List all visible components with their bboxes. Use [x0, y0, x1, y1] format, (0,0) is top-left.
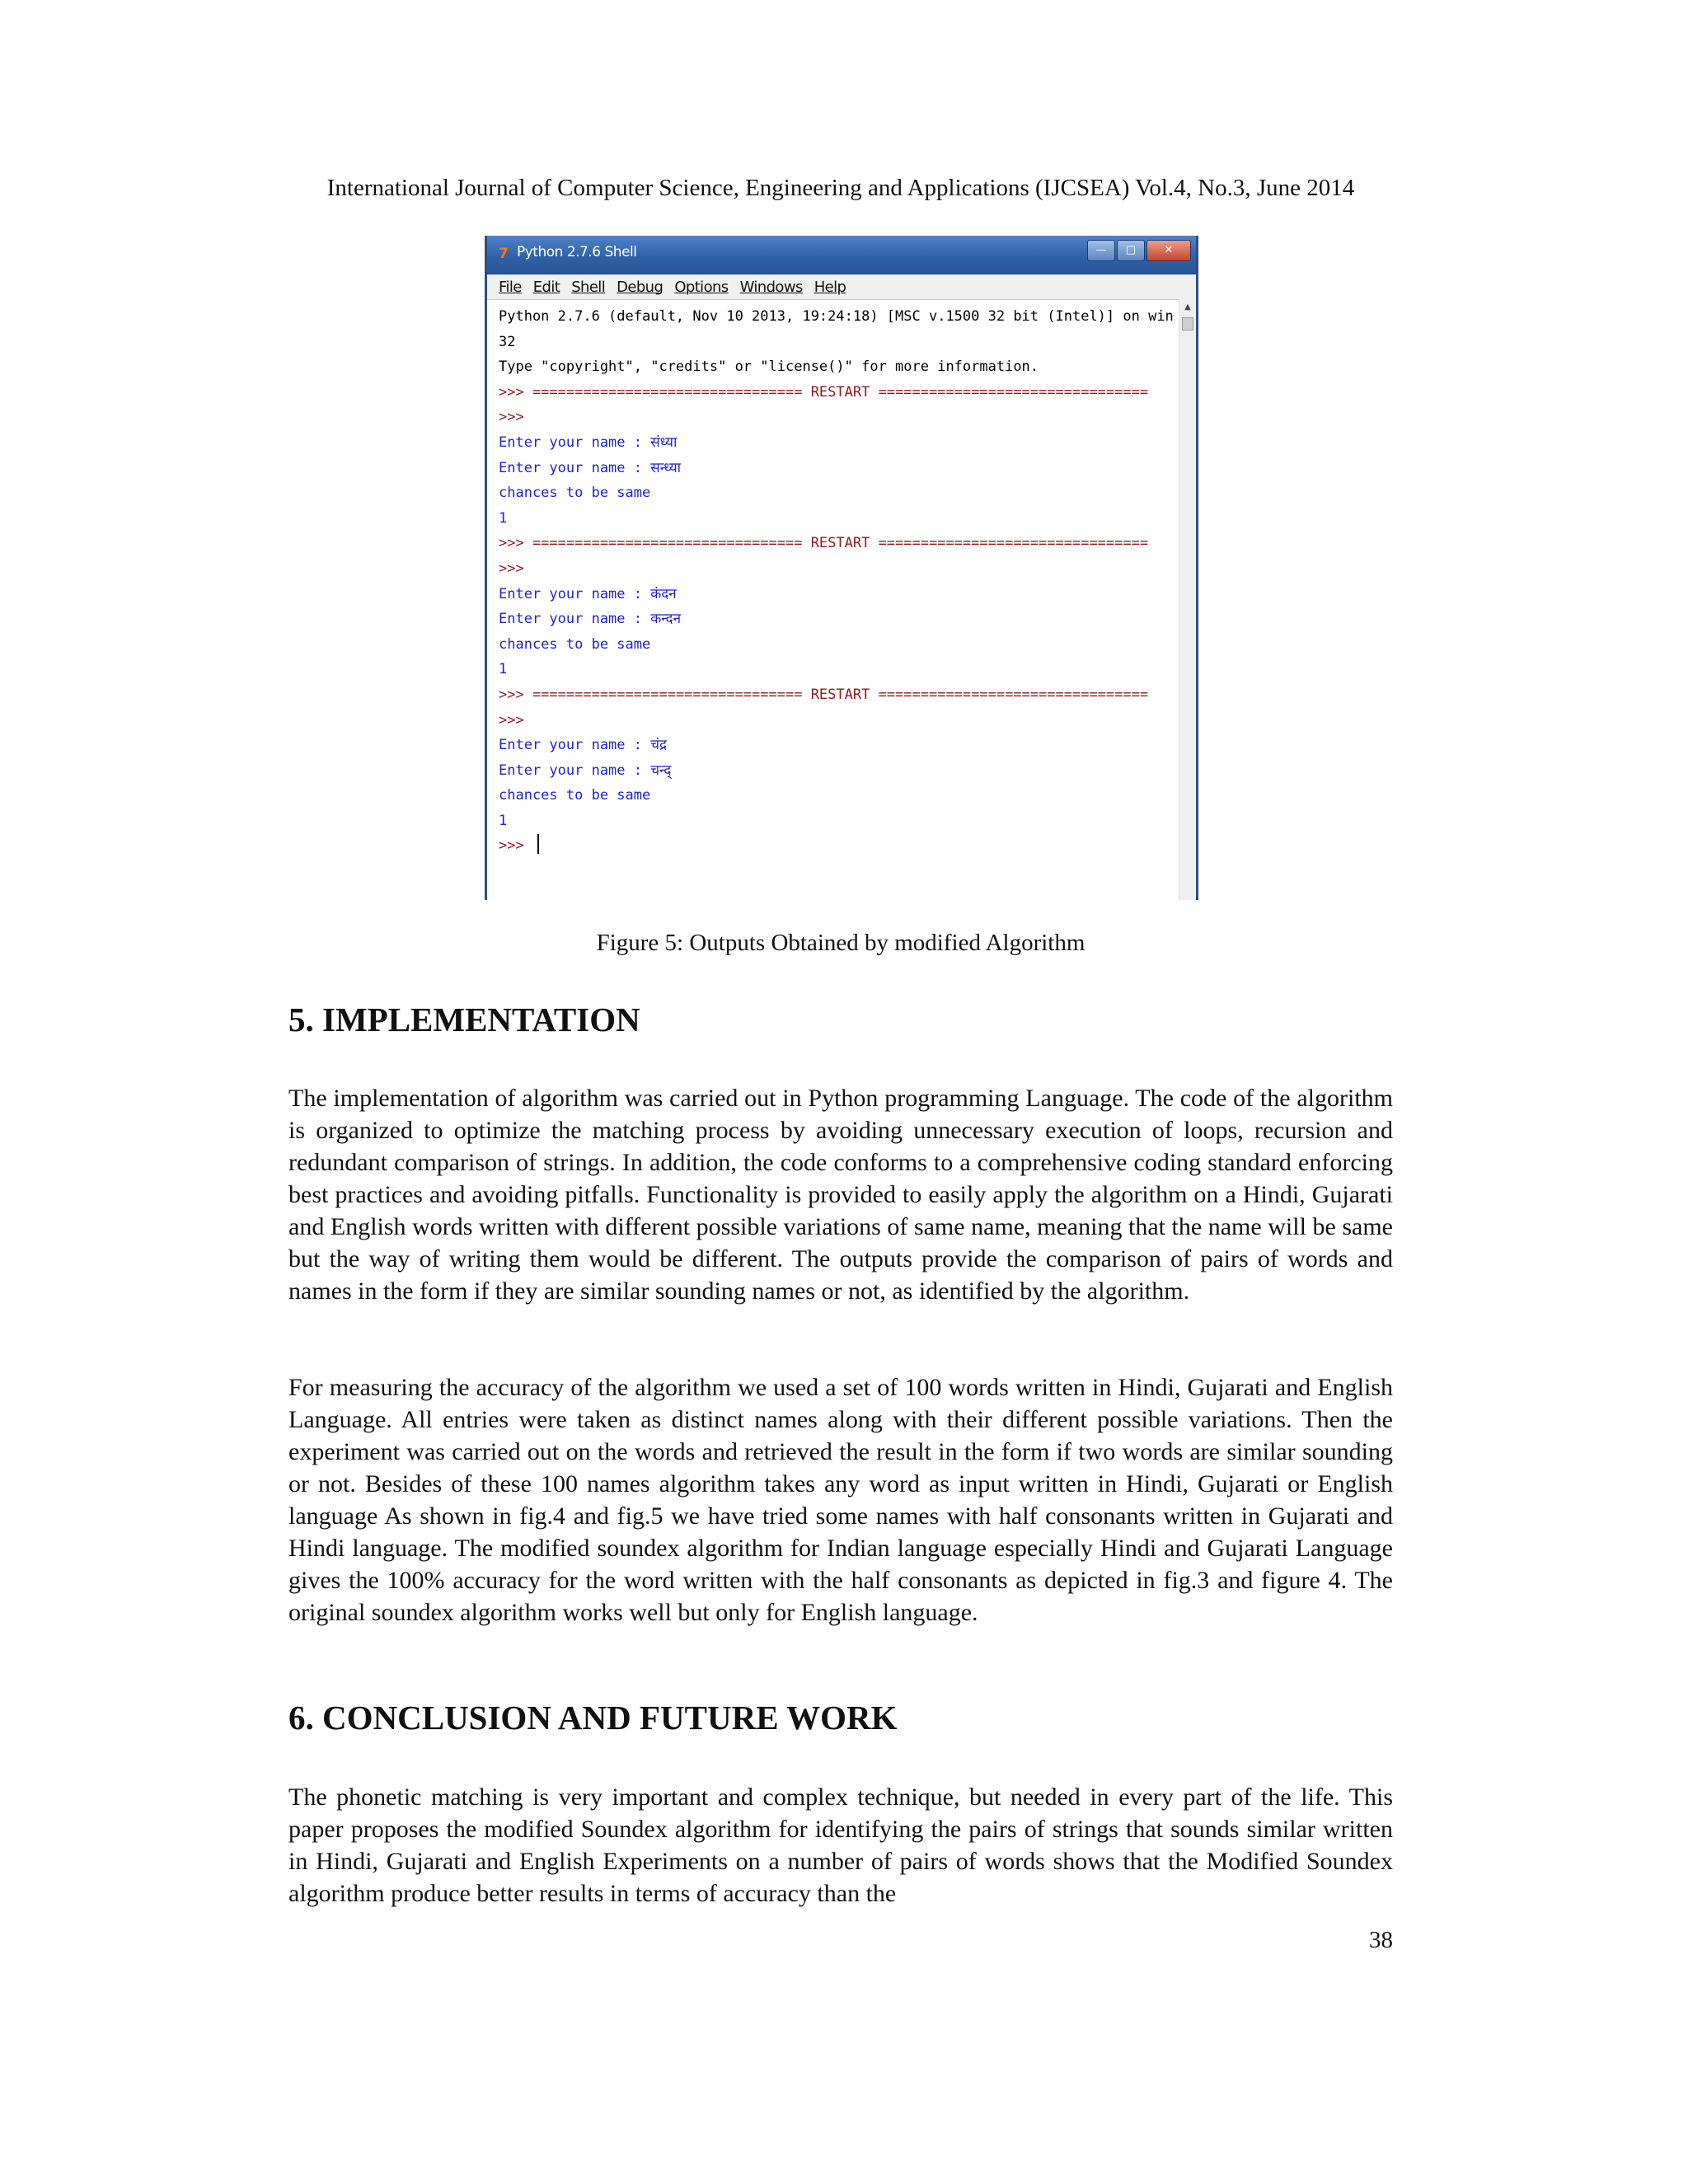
shell-line: 32 — [499, 333, 516, 350]
menu-bar — [487, 274, 1196, 300]
maximize-button[interactable] — [1117, 240, 1145, 261]
shell-line: 1 — [499, 509, 508, 527]
shell-output[interactable] — [487, 299, 1179, 900]
shell-line: >>> — [499, 711, 524, 729]
shell-line: Enter your name : संध्या — [499, 434, 678, 451]
section-5-paragraph-1: The implementation of algorithm was carried out in Python programming Language. The code of the algorithm is organized to optimize the matching process by avoiding unnecessary execution of loops, recursion and redundant comparison of strings. In addition, the code conforms to a comprehensive coding standard enforcing best practices and avoiding pitfalls. Functionality is provided to easily apply the algorithm on a Hindi, Gujarati and English words written with different possible variations of same name, meaning that the name will be same but the way of writing them would be different. The outputs provide the comparison of pairs of words and names in the form if they are similar sounding names or not, as identified by the algorithm. — [288, 1085, 1393, 1305]
section-5-paragraph-2: For measuring the accuracy of the algorithm we used a set of 100 words written in Hindi, Gujarati and English Language. All entries were taken as distinct names along with their different possible variations. Then the experiment was carried out on the words and retrieved the result in the form if two words are similar sounding or not. Besides of these 100 names algorithm takes any word as input written in Hindi, Gujarati or English language As shown in fig.4 and fig.5 we have tried some names with half consonants written in Gujarati and Hindi language. The modified soundex algorithm for Indian language especially Hindi and Gujarati Language gives the 100% accuracy for the word written with the half consonants as depicted in fig.3 and figure 4. The original soundex algorithm works well but only for English language. — [288, 1374, 1393, 1626]
shell-line: chances to be same — [499, 485, 651, 502]
window-controls — [1085, 240, 1191, 261]
scroll-up-icon[interactable]: ▲ — [1184, 302, 1191, 312]
window-title: Python 2.7.6 Shell — [517, 244, 637, 260]
close-button[interactable] — [1146, 240, 1191, 261]
shell-line: Enter your name : सन्ध्या — [499, 459, 682, 476]
shell-line: Enter your name : कंदन — [499, 585, 677, 602]
shell-line: >>> ================================ RESTART ================================ — [499, 383, 1149, 401]
shell-line: chances to be same — [499, 787, 651, 804]
vertical-scrollbar[interactable] — [1179, 299, 1196, 900]
section-5-heading: 5. IMPLEMENTATION — [288, 1001, 640, 1038]
menu-windows[interactable]: Windows — [739, 278, 803, 296]
scrollbar-thumb[interactable] — [1182, 317, 1193, 330]
close-icon: ✕ — [1164, 244, 1174, 256]
shell-line: >>> — [499, 833, 1179, 859]
menu-edit[interactable]: Edit — [532, 278, 560, 296]
shell-line: 1 — [499, 661, 508, 678]
minimize-icon: — — [1095, 244, 1107, 256]
shell-line: Python 2.7.6 (default, Nov 10 2013, 19:24:18) [MSC v.1500 32 bit (Intel)] on win — [499, 308, 1174, 325]
shell-line: >>> ================================ RESTART ================================ — [499, 686, 1149, 703]
shell-line: >>> ================================ RESTART ================================ — [499, 535, 1149, 552]
section-6-paragraph-1: The phonetic matching is very important and complex technique, but needed in every part of the life. This paper proposes the modified Soundex algorithm for identifying the pairs of strings that sounds similar written in Hindi, Gujarati and English Experiments on a number of pairs of words shows that the Modified Soundex algorithm produce better results in terms of accuracy than the — [288, 1783, 1393, 1907]
shell-line: >>> — [499, 409, 524, 426]
menu-debug[interactable]: Debug — [617, 278, 663, 296]
python-shell-window[interactable] — [485, 236, 1198, 900]
menu-file[interactable]: File — [499, 278, 522, 296]
journal-header: International Journal of Computer Science, Engineering and Applications (IJCSEA) Vol.4, No.3, June 2014 — [326, 175, 1355, 201]
shell-line: >>> — [499, 560, 524, 577]
shell-line: Enter your name : कन्दन — [499, 611, 681, 628]
text-cursor — [537, 834, 539, 854]
shell-line: Enter your name : चन्द् — [499, 762, 672, 779]
menu-shell[interactable]: Shell — [571, 278, 606, 296]
maximize-icon: □ — [1125, 244, 1137, 256]
shell-line: 1 — [499, 812, 508, 829]
shell-line: Enter your name : चंद्र — [499, 737, 668, 754]
page-number: 38 — [1369, 1927, 1393, 1953]
python-idle-icon: 7 — [499, 246, 509, 262]
minimize-button[interactable] — [1087, 240, 1115, 261]
shell-line: chances to be same — [499, 635, 651, 653]
menu-help[interactable]: Help — [814, 278, 846, 296]
section-6-heading: 6. CONCLUSION AND FUTURE WORK — [288, 1699, 898, 1736]
window-titlebar[interactable] — [487, 236, 1196, 274]
shell-line: Type "copyright", "credits" or "license()" for more information. — [499, 359, 1039, 376]
figure-caption: Figure 5: Outputs Obtained by modified Algorithm — [596, 930, 1085, 956]
menu-options[interactable]: Options — [674, 278, 729, 296]
